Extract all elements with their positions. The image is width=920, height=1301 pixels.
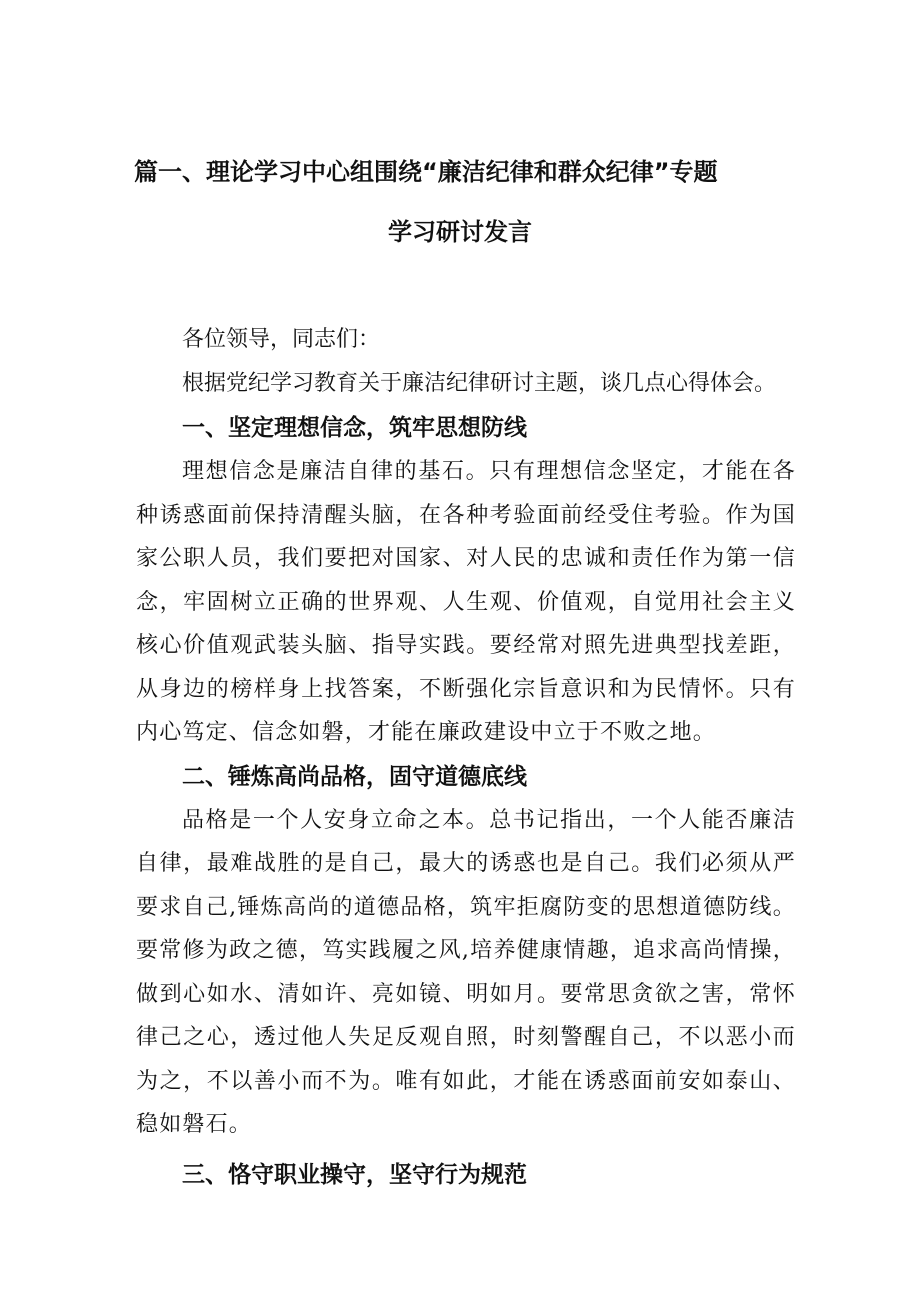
section-paragraph-1: 理想信念是廉洁自律的基石。只有理想信念坚定，才能在各种诱惑面前保持清醒头脑，在各种考验面前经受住考验。作为国家公职人员，我们要把对国家、对人民的忠诚和责任作为第一信念，牢固树立正确的世界观、人生观、价值观，自觉用社会主义核心价值观武装头脑、指导实践。要经常对照先进典型找差距，从身边的榜样身上找答案，不断强化宗旨意识和为民情怀。只有内心笃定、信念如磐，才能在廉政建设中立于不败之地。	[136, 459, 796, 745]
document-title-line2: 学习研讨发言	[388, 218, 532, 246]
document-body	[136, 318, 796, 1197]
salutation: 各位领导，同志们：	[182, 327, 381, 352]
section-heading-2: 二、锤炼高尚品格，固守道德底线	[182, 763, 527, 790]
intro-paragraph: 根据党纪学习教育关于廉洁纪律研讨主题，谈几点心得体会。	[182, 371, 777, 396]
section-body-1	[136, 450, 796, 755]
document-title-line1: 篇一、理论学习中心组围绕“廉洁纪律和群众纪律”专题	[134, 158, 718, 186]
section-heading-1: 一、坚定理想信念，筑牢思想防线	[182, 415, 527, 441]
section-body-2	[136, 799, 796, 1147]
section-heading-3: 三、恪守职业操守，坚守行为规范	[182, 1161, 527, 1188]
section-paragraph-2: 品格是一个人安身立命之本。总书记指出，一个人能否廉洁自律，最难战胜的是自己，最大的诱惑也是自己。我们必须从严要求自己,锤炼高尚的道德品格，筑牢拒腐防变的思想道德防线。要常修为政之德，笃实践履之风,培养健康情趣，追求高尚情操，做到心如水、清如许、亮如镜、明如月。要常思贪欲之害，常怀律己之心，透过他人失足反观自照，时刻警醒自己，不以恶小而为之，不以善小而不为。唯有如此，才能在诱惑面前安如泰山、稳如磐石。	[136, 807, 796, 1137]
